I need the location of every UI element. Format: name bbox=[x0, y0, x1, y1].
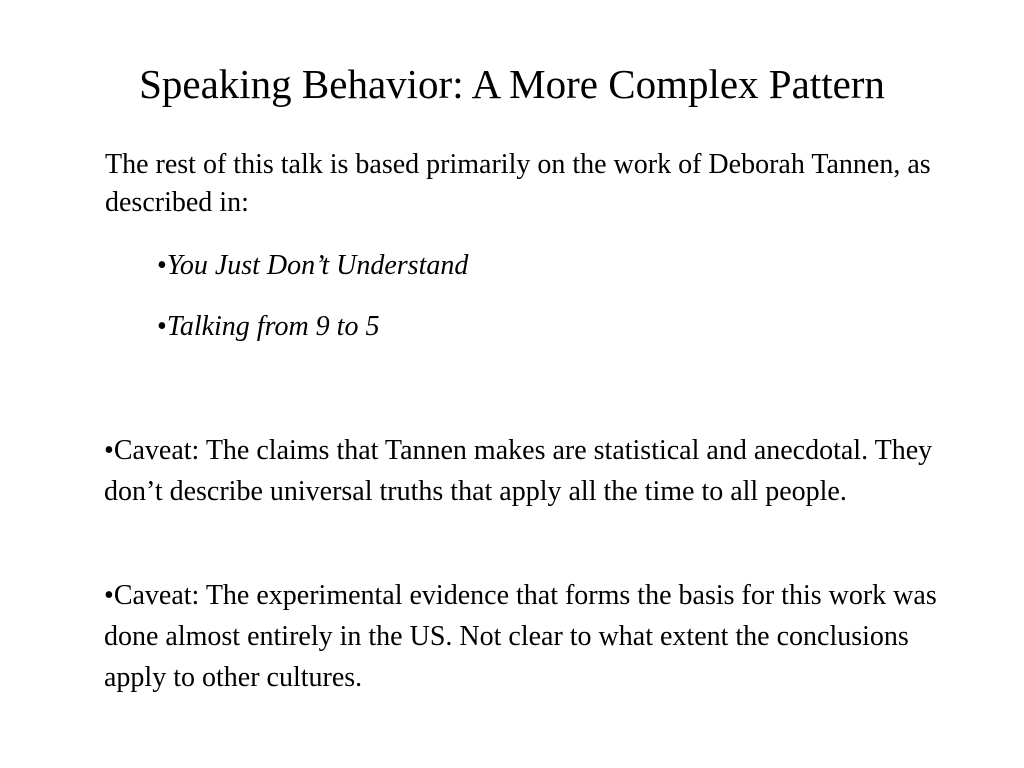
caveat-bullet bbox=[104, 430, 964, 512]
book-title: Talking from 9 to 5 bbox=[166, 311, 380, 342]
caveat-bullet bbox=[104, 575, 964, 698]
caveat-text: Caveat: The claims that Tannen makes are statistical and anecdotal. They don’t describe universal truths that apply all the time to all people. bbox=[104, 435, 933, 507]
sub-bullet-item bbox=[157, 308, 379, 346]
slide-title: Speaking Behavior: A More Complex Pattern bbox=[139, 61, 885, 107]
bullet-marker: • bbox=[157, 311, 167, 342]
caveat-text: Caveat: The experimental evidence that forms the basis for this work was done almost entirely in the US. Not clear to what extent the conclusions apply to other cultures. bbox=[104, 580, 937, 693]
book-title: You Just Don’t Understand bbox=[166, 250, 469, 281]
intro-paragraph: The rest of this talk is based primarily on the work of Deborah Tannen, as described in: bbox=[105, 149, 931, 218]
bullet-marker: • bbox=[104, 580, 114, 611]
sub-bullet-item bbox=[157, 247, 468, 285]
bullet-marker: • bbox=[104, 435, 114, 466]
bullet-marker: • bbox=[157, 250, 167, 281]
